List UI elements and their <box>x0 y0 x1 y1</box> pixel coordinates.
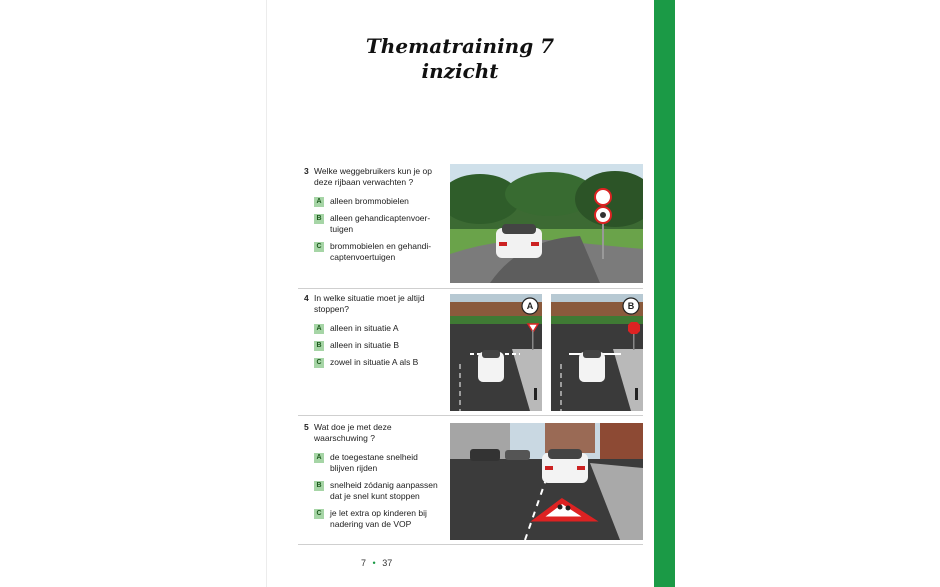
question-4-photo-a <box>450 294 542 411</box>
chapter-color-bar <box>654 0 675 587</box>
question-text: Wat doe je met deze waarschuwing ? <box>314 422 392 443</box>
answer-b[interactable] <box>314 340 444 351</box>
question-number: 3 <box>304 166 309 176</box>
answer-letter: C <box>314 242 324 252</box>
question-5-photo <box>450 423 643 540</box>
answer-b[interactable] <box>314 213 444 235</box>
answer-a[interactable] <box>314 196 444 207</box>
answer-text: alleen brommobielen <box>330 196 409 206</box>
answer-text: alleen in situatie B <box>330 340 399 350</box>
answer-a[interactable] <box>314 452 444 474</box>
page-footer <box>361 558 392 568</box>
question-3 <box>304 166 444 263</box>
question-text: Welke weggebruikers kun je op deze rijbaan verwachten ? <box>314 166 432 187</box>
question-5 <box>304 422 444 530</box>
answer-letter: C <box>314 509 324 519</box>
question-4-photo-b <box>551 294 643 411</box>
question-number: 5 <box>304 422 309 432</box>
question-4 <box>304 293 444 368</box>
page-title <box>266 34 654 84</box>
photo-label-b: B <box>627 301 635 311</box>
question-number: 4 <box>304 293 309 303</box>
answer-text: snelheid zódanig aanpassen dat je snel kunt stoppen <box>330 480 438 501</box>
answer-letter: A <box>314 197 324 207</box>
answer-text: de toegestane snelheid blijven rijden <box>330 452 418 473</box>
divider <box>298 288 643 289</box>
question-3-photo <box>450 164 643 283</box>
answer-c[interactable] <box>314 241 444 263</box>
answer-letter: B <box>314 341 324 351</box>
title-line-1: Thematraining 7 <box>365 34 555 58</box>
chapter-number: 7 <box>361 558 367 568</box>
divider <box>298 544 643 545</box>
answer-text: brommobielen en gehandi-captenvoertuigen <box>330 241 432 262</box>
answer-a[interactable] <box>314 323 444 334</box>
answer-letter: C <box>314 358 324 368</box>
answer-text: alleen gehandicaptenvoer-tuigen <box>330 213 431 234</box>
answer-c[interactable] <box>314 357 444 368</box>
question-text: In welke situatie moet je altijd stoppen? <box>314 293 425 314</box>
answer-letter: B <box>314 214 324 224</box>
photo-label-a: A <box>526 301 534 311</box>
answer-text: zowel in situatie A als B <box>330 357 419 367</box>
answer-letter: A <box>314 324 324 334</box>
answer-text: je let extra op kinderen bij nadering van de VOP <box>330 508 427 529</box>
title-line-2: inzicht <box>421 59 499 83</box>
answer-c[interactable] <box>314 508 444 530</box>
answer-b[interactable] <box>314 480 444 502</box>
page-number: 37 <box>382 558 393 568</box>
divider <box>298 415 643 416</box>
answer-letter: B <box>314 481 324 491</box>
footer-separator: • <box>372 558 376 568</box>
answer-text: alleen in situatie A <box>330 323 399 333</box>
answer-letter: A <box>314 453 324 463</box>
